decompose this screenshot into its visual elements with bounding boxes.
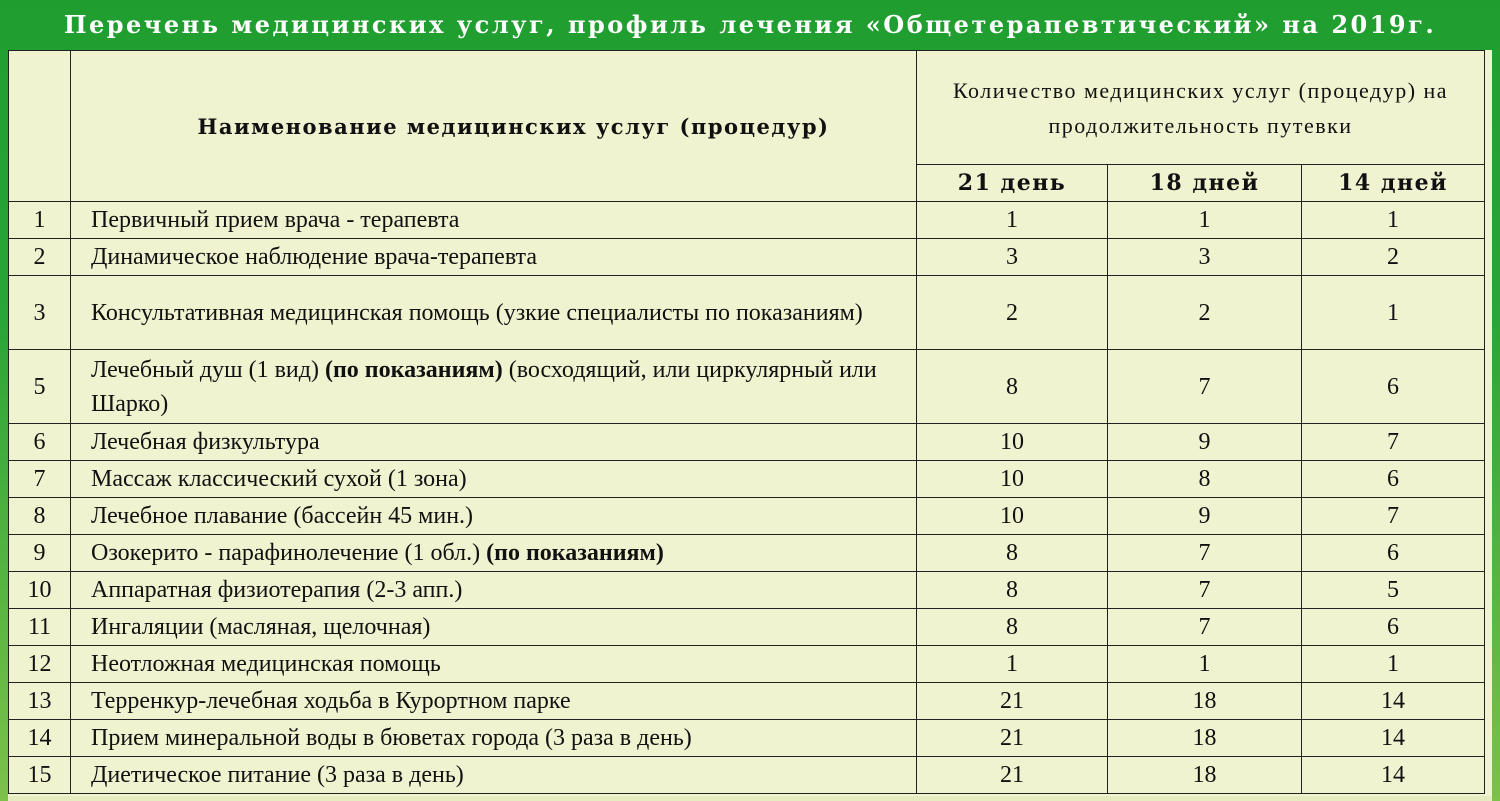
quantity-cell: 21 <box>917 757 1108 794</box>
table-row <box>9 498 1485 535</box>
quantity-cell: 21 <box>917 720 1108 757</box>
services-table <box>8 50 1485 794</box>
header-quantity-group: Количество медицинских услуг (процедур) на продолжительность путевки <box>917 51 1485 165</box>
service-name: Неотложная медицинская помощь <box>71 646 917 683</box>
service-name: Лечебная физкультура <box>71 424 917 461</box>
quantity-cell: 10 <box>917 424 1108 461</box>
table-row <box>9 646 1485 683</box>
table-row <box>9 535 1485 572</box>
header-service-name: Наименование медицинских услуг (процедур) <box>71 51 917 202</box>
sheet-bottom-edge <box>8 796 1492 801</box>
header-duration-21: 21 день <box>917 165 1108 202</box>
table-row <box>9 276 1485 350</box>
quantity-cell: 6 <box>1302 535 1485 572</box>
table-row <box>9 202 1485 239</box>
quantity-cell: 6 <box>1302 461 1485 498</box>
row-number: 2 <box>9 239 71 276</box>
table-row <box>9 424 1485 461</box>
row-number: 9 <box>9 535 71 572</box>
service-name <box>71 535 917 572</box>
quantity-cell: 1 <box>1302 276 1485 350</box>
row-number: 5 <box>9 350 71 424</box>
quantity-cell: 14 <box>1302 757 1485 794</box>
quantity-cell: 21 <box>917 683 1108 720</box>
quantity-cell: 9 <box>1108 424 1302 461</box>
table-row <box>9 757 1485 794</box>
quantity-cell: 2 <box>1108 276 1302 350</box>
quantity-cell: 18 <box>1108 720 1302 757</box>
row-number: 13 <box>9 683 71 720</box>
quantity-cell: 8 <box>917 609 1108 646</box>
table-body <box>9 202 1485 794</box>
table-row <box>9 609 1485 646</box>
indication-note: (по показаниям) <box>324 356 503 383</box>
quantity-cell: 2 <box>917 276 1108 350</box>
table-row <box>9 350 1485 424</box>
quantity-cell: 7 <box>1302 424 1485 461</box>
quantity-cell: 3 <box>1108 239 1302 276</box>
header-duration-14: 14 дней <box>1302 165 1485 202</box>
service-name-part: Лечебный душ (1 вид) <box>91 356 325 383</box>
service-name-part: (восходящий, или циркулярный или Шарко) <box>91 356 877 417</box>
quantity-cell: 14 <box>1302 720 1485 757</box>
quantity-cell: 8 <box>1108 461 1302 498</box>
row-number: 11 <box>9 609 71 646</box>
quantity-cell: 1 <box>917 202 1108 239</box>
quantity-cell: 10 <box>917 461 1108 498</box>
service-name <box>71 350 917 424</box>
service-name: Прием минеральной воды в бюветах города (3 раза в день) <box>71 720 917 757</box>
quantity-cell: 8 <box>917 535 1108 572</box>
row-number: 8 <box>9 498 71 535</box>
header-number-cell <box>9 51 71 202</box>
quantity-cell: 9 <box>1108 498 1302 535</box>
row-number: 6 <box>9 424 71 461</box>
row-number: 10 <box>9 572 71 609</box>
quantity-cell: 7 <box>1108 609 1302 646</box>
service-name: Аппаратная физиотерапия (2-3 апп.) <box>71 572 917 609</box>
service-name: Динамическое наблюдение врача-терапевта <box>71 239 917 276</box>
quantity-cell: 18 <box>1108 683 1302 720</box>
row-number: 12 <box>9 646 71 683</box>
quantity-cell: 1 <box>1302 646 1485 683</box>
quantity-cell: 1 <box>1302 202 1485 239</box>
quantity-cell: 7 <box>1108 350 1302 424</box>
quantity-cell: 3 <box>917 239 1108 276</box>
document-sheet <box>8 50 1492 801</box>
row-number: 15 <box>9 757 71 794</box>
quantity-cell: 6 <box>1302 350 1485 424</box>
table-row <box>9 683 1485 720</box>
quantity-cell: 1 <box>1108 646 1302 683</box>
quantity-cell: 18 <box>1108 757 1302 794</box>
quantity-cell: 6 <box>1302 609 1485 646</box>
header-duration-18: 18 дней <box>1108 165 1302 202</box>
quantity-cell: 7 <box>1302 498 1485 535</box>
quantity-cell: 1 <box>1108 202 1302 239</box>
indication-note: (по показаниям) <box>486 540 664 566</box>
service-name: Лечебное плавание (бассейн 45 мин.) <box>71 498 917 535</box>
quantity-cell: 10 <box>917 498 1108 535</box>
row-number: 1 <box>9 202 71 239</box>
quantity-cell: 7 <box>1108 535 1302 572</box>
row-number: 3 <box>9 276 71 350</box>
service-name: Консультативная медицинская помощь (узкие специалисты по показаниям) <box>71 276 917 350</box>
page-title: Перечень медицинских услуг, профиль лечения «Общетерапевтический» на 2019г. <box>63 10 1437 39</box>
quantity-cell: 8 <box>917 350 1108 424</box>
service-name: Терренкур-лечебная ходьба в Курортном парке <box>71 683 917 720</box>
service-name: Ингаляции (масляная, щелочная) <box>71 609 917 646</box>
service-name: Первичный прием врача - терапевта <box>71 202 917 239</box>
table-row <box>9 461 1485 498</box>
row-number: 14 <box>9 720 71 757</box>
service-name: Диетическое питание (3 раза в день) <box>71 757 917 794</box>
service-name-part: Озокерито - парафинолечение (1 обл.) <box>91 540 487 566</box>
service-name: Массаж классический сухой (1 зона) <box>71 461 917 498</box>
quantity-cell: 14 <box>1302 683 1485 720</box>
table-row <box>9 572 1485 609</box>
table-row <box>9 239 1485 276</box>
table-row <box>9 720 1485 757</box>
row-number: 7 <box>9 461 71 498</box>
quantity-cell: 5 <box>1302 572 1485 609</box>
quantity-cell: 2 <box>1302 239 1485 276</box>
quantity-cell: 1 <box>917 646 1108 683</box>
quantity-cell: 8 <box>917 572 1108 609</box>
quantity-cell: 7 <box>1108 572 1302 609</box>
